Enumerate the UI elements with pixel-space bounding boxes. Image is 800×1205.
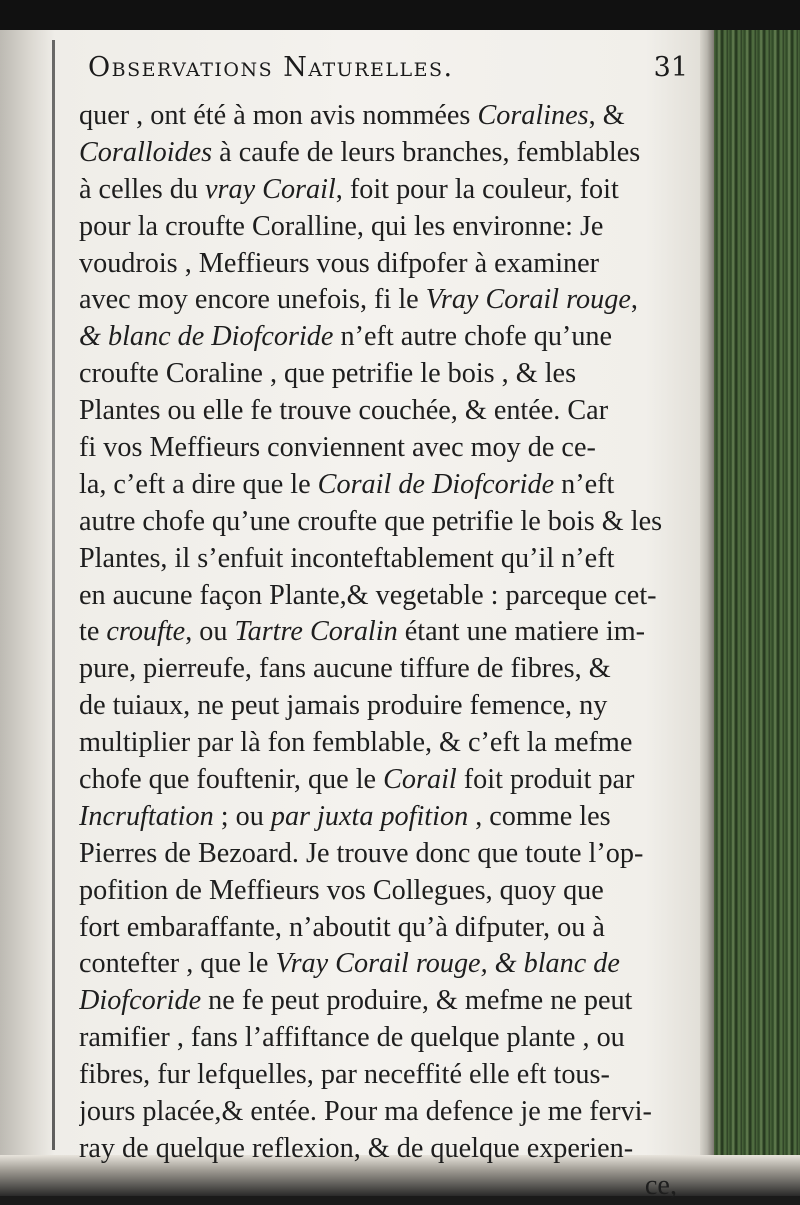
text-line [79, 319, 687, 356]
text-run: fort embaraffante, n’aboutit qu’à difputer, ou à [79, 911, 605, 943]
catchword: ce, [644, 1169, 677, 1201]
right-page-edges [700, 20, 800, 1170]
italic-run: Tartre Coralin [234, 616, 398, 648]
text-line [79, 910, 687, 947]
text-run: en aucune façon Plante,& vegetable : parceque cet- [79, 579, 657, 611]
text-line [79, 356, 687, 393]
text-line [79, 98, 687, 135]
text-line [79, 946, 687, 983]
running-header [88, 52, 688, 92]
text-run: Pierres de Bezoard. Je trouve donc que toute l’op- [79, 837, 644, 869]
italic-run: Vray Corail rouge, & blanc de [275, 948, 620, 980]
text-line [79, 725, 687, 762]
text-line [79, 688, 687, 725]
text-run: , & [588, 100, 625, 131]
text-line [79, 467, 687, 504]
text-run: fi vos Meffieurs conviennent avec moy de ce- [79, 432, 596, 464]
text-run: fibres, fur lefquelles, par neceffité elle eft tous- [79, 1059, 610, 1091]
fore-edge [700, 20, 714, 1170]
italic-run: Coralloides [79, 136, 213, 168]
text-run: pure, pierreufe, fans aucune tiffure de fibres, & [79, 653, 611, 685]
page-number: 31 [653, 52, 688, 83]
text-line [79, 873, 687, 910]
text-line [79, 614, 687, 651]
text-run: Plantes, il s’enfuit inconteftablement qu’il n’eft [79, 542, 615, 574]
text-line [79, 762, 687, 799]
text-line [79, 541, 687, 578]
text-line [79, 983, 687, 1020]
text-line [79, 1020, 687, 1057]
text-run: à celles du [79, 173, 206, 205]
text-line [79, 578, 687, 615]
text-run: pofition de Meffieurs vos Collegues, quoy que [79, 874, 604, 906]
text-run: ramifier , fans l’affiftance de quelque plante , ou [79, 1022, 625, 1054]
text-run: ne fe peut produire, & mefme ne peut [201, 985, 633, 1017]
italic-run: Coralines [477, 100, 589, 131]
text-run: voudrois , Meffieurs vous difpofer à examiner [79, 247, 600, 279]
italic-run: croufte [106, 616, 186, 648]
text-run: à caufe de leurs branches, femblables [212, 136, 641, 168]
text-line [79, 1131, 687, 1168]
italic-run: Vray Corail rouge [425, 284, 631, 316]
text-run: , ou [185, 616, 235, 648]
text-run: multiplier par là fon femblable, & c’eft la mefme [79, 727, 633, 759]
text-run: pour la croufte Coralline, qui les environne: Je [79, 210, 604, 242]
text-line [79, 282, 687, 319]
text-run: foit produit par [456, 764, 635, 796]
text-run: , foit pour la couleur, foit [335, 173, 619, 205]
text-run: quer , ont été à mon avis nommées [79, 100, 478, 131]
text-run: te [79, 616, 107, 648]
text-run: croufte Coraline , que petrifie le bois , & les [79, 358, 577, 390]
italic-run: par juxta pofition [270, 800, 469, 832]
italic-run: Incruftation [79, 800, 214, 832]
text-run: jours placée,& entée. Pour ma defence je me fervi- [79, 1096, 652, 1128]
text-line [79, 1057, 687, 1094]
text-run: Plantes ou elle fe trouve couchée, & entée. Car [79, 395, 609, 427]
scan-border-top [0, 0, 800, 30]
running-title: Observations Naturelles. [88, 52, 454, 83]
italic-run: vray Corail [205, 173, 336, 205]
text-line [79, 393, 687, 430]
text-run: autre chofe qu’une croufte que petrifie le bois & les [79, 505, 663, 537]
body-text [79, 98, 687, 1205]
text-run: ray de quelque reflexion, & de quelque experien- [79, 1132, 634, 1164]
text-run: ; ou [213, 800, 271, 832]
text-line [79, 172, 687, 209]
italic-run: & blanc de Diofcoride [79, 321, 334, 353]
text-run: la, c’eft a dire que le [79, 468, 318, 500]
text-line [79, 651, 687, 688]
text-run: chofe que fouftenir, que le [79, 764, 384, 796]
text-run: n’eft autre chofe qu’une [333, 321, 613, 353]
binding-shadow [52, 40, 55, 1150]
text-line [79, 209, 687, 246]
text-run: de tuiaux, ne peut jamais produire femence, ny [79, 690, 608, 722]
text-run: étant une matiere im- [397, 616, 646, 648]
text-line [79, 1094, 687, 1131]
text-line [79, 135, 687, 172]
text-run: avec moy encore unefois, fi le [79, 284, 426, 316]
text-line [79, 504, 687, 541]
text-line [79, 430, 687, 467]
text-line [79, 246, 687, 283]
italic-run: Corail [383, 764, 457, 796]
italic-run: Diofcoride [79, 985, 202, 1017]
text-run: , [630, 284, 638, 316]
text-run: n’eft [554, 468, 615, 500]
text-line [79, 799, 687, 836]
italic-run: Corail de Diofcoride [317, 468, 555, 500]
text-run: contefter , que le [79, 948, 276, 980]
text-line [79, 836, 687, 873]
text-run: , comme les [468, 800, 611, 832]
